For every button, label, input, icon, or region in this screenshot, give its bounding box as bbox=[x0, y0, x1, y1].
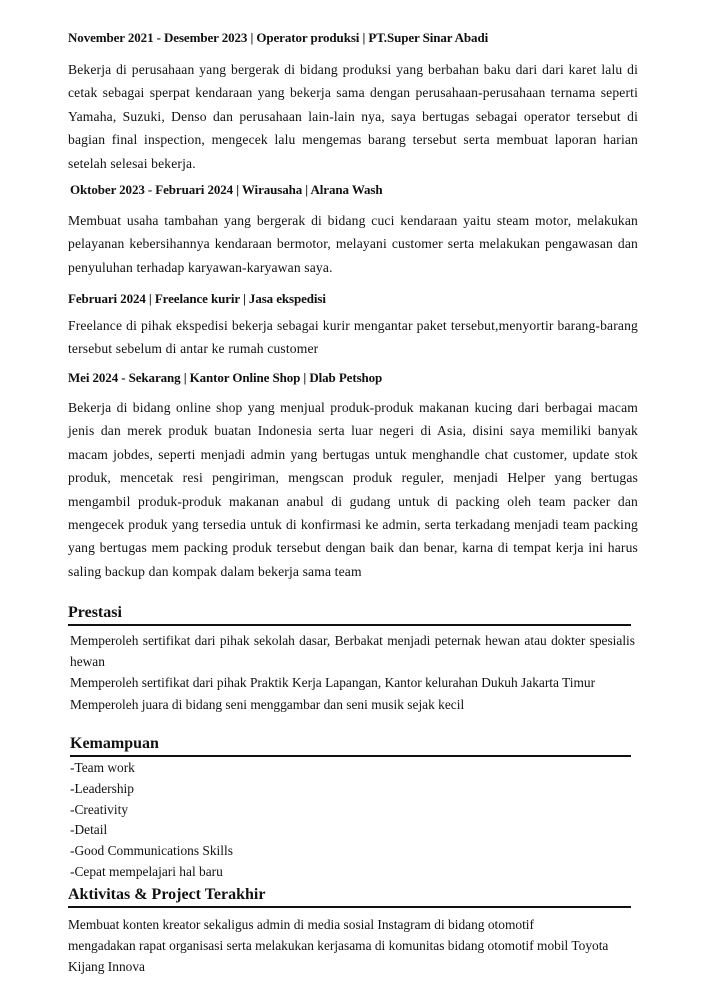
job-heading: November 2021 - Desember 2023 | Operator produksi | PT.Super Sinar Abadi bbox=[68, 30, 489, 45]
job-description: Bekerja di perusahaan yang bergerak di bidang produksi yang berbahan baku dari dari karet lalu di cetak sebagai sperpat kendaraan yang bekerja sama dengan perusahaan-perusahaan ternama seperti Yamaha, Suzuki, Denso dan perusahaan lain-lain nya, saya bertugas sebagai operator tersebut di bagian final inspection, mengecek lalu mengemas barang tersebut serta membuat laporan harian setelah selesai bekerja. bbox=[68, 62, 638, 171]
kemampuan-list bbox=[70, 758, 233, 883]
prestasi-list bbox=[70, 630, 635, 715]
list-item: -Leadership bbox=[70, 780, 134, 796]
list-item: -Team work bbox=[70, 760, 135, 775]
list-item: Membuat konten kreator sekaligus admin di media sosial Instagram di bidang otomotif bbox=[68, 917, 534, 932]
job-heading: Oktober 2023 - Februari 2024 | Wirausaha | Alrana Wash bbox=[70, 182, 383, 197]
list-item: -Creativity bbox=[70, 801, 129, 817]
job-description: Freelance di pihak ekspedisi bekerja sebagai kurir mengantar paket tersebut,menyortir barang-barang tersebut sebelum di antar ke rumah customer bbox=[68, 318, 638, 357]
list-item: -Good Communications Skills bbox=[70, 843, 233, 859]
aktivitas-list bbox=[68, 914, 640, 978]
list-item: mengadakan rapat organisasi serta melakukan kerjasama di komunitas bidang otomotif mobil Toyota Kijang Innova bbox=[68, 938, 609, 975]
list-item: -Cepat mempelajari hal baru bbox=[70, 863, 223, 879]
list-item: Memperoleh sertifikat dari pihak sekolah dasar, Berbakat menjadi peternak hewan atau dokter spesialis hewan bbox=[70, 633, 635, 670]
list-item: -Detail bbox=[70, 822, 108, 838]
section-title-prestasi: Prestasi bbox=[68, 603, 631, 626]
job-heading: Februari 2024 | Freelance kurir | Jasa ekspedisi bbox=[68, 291, 326, 306]
job-heading: Mei 2024 - Sekarang | Kantor Online Shop | Dlab Petshop bbox=[68, 370, 383, 385]
list-item: Memperoleh sertifikat dari pihak Praktik Kerja Lapangan, Kantor kelurahan Dukuh Jakarta Timur bbox=[70, 675, 596, 691]
job-description: Bekerja di bidang online shop yang menjual produk-produk makanan kucing dari berbagai macam jenis dan merek produk buatan Indonesia serta luar negeri di Asia, disini saya memiliki banyak macam jobdes, seperti menjadi admin yang bertugas untuk menghandle chat customer, update stok produk, mencetak resi pengiriman, mengscan produk reguler, menjadi Helper yang bertugas mengambil produk-produk makanan anabul di gudang untuk di packing oleh team packer dan mengecek produk yang tersedia untuk di konfirmasi ke admin, serta terkadang menjadi team packing yang bertugas mem packing produk tersebut dengan baik dan benar, karna di tempat kerja ini harus saling backup dan kompak dalam bekerja sama team bbox=[68, 400, 638, 579]
job-description: Membuat usaha tambahan yang bergerak di bidang cuci kendaraan yaitu steam motor, melakukan pelayanan kebersihannya kendaraan bermotor, melayani customer serta melakukan pengawasan dan penyuluhan terhadap karyawan-karyawan saya. bbox=[68, 213, 638, 275]
section-title-kemampuan: Kemampuan bbox=[70, 734, 631, 757]
list-item: Memperoleh juara di bidang seni menggambar dan seni musik sejak kecil bbox=[70, 696, 465, 712]
section-title-aktivitas: Aktivitas & Project Terakhir bbox=[68, 885, 631, 908]
